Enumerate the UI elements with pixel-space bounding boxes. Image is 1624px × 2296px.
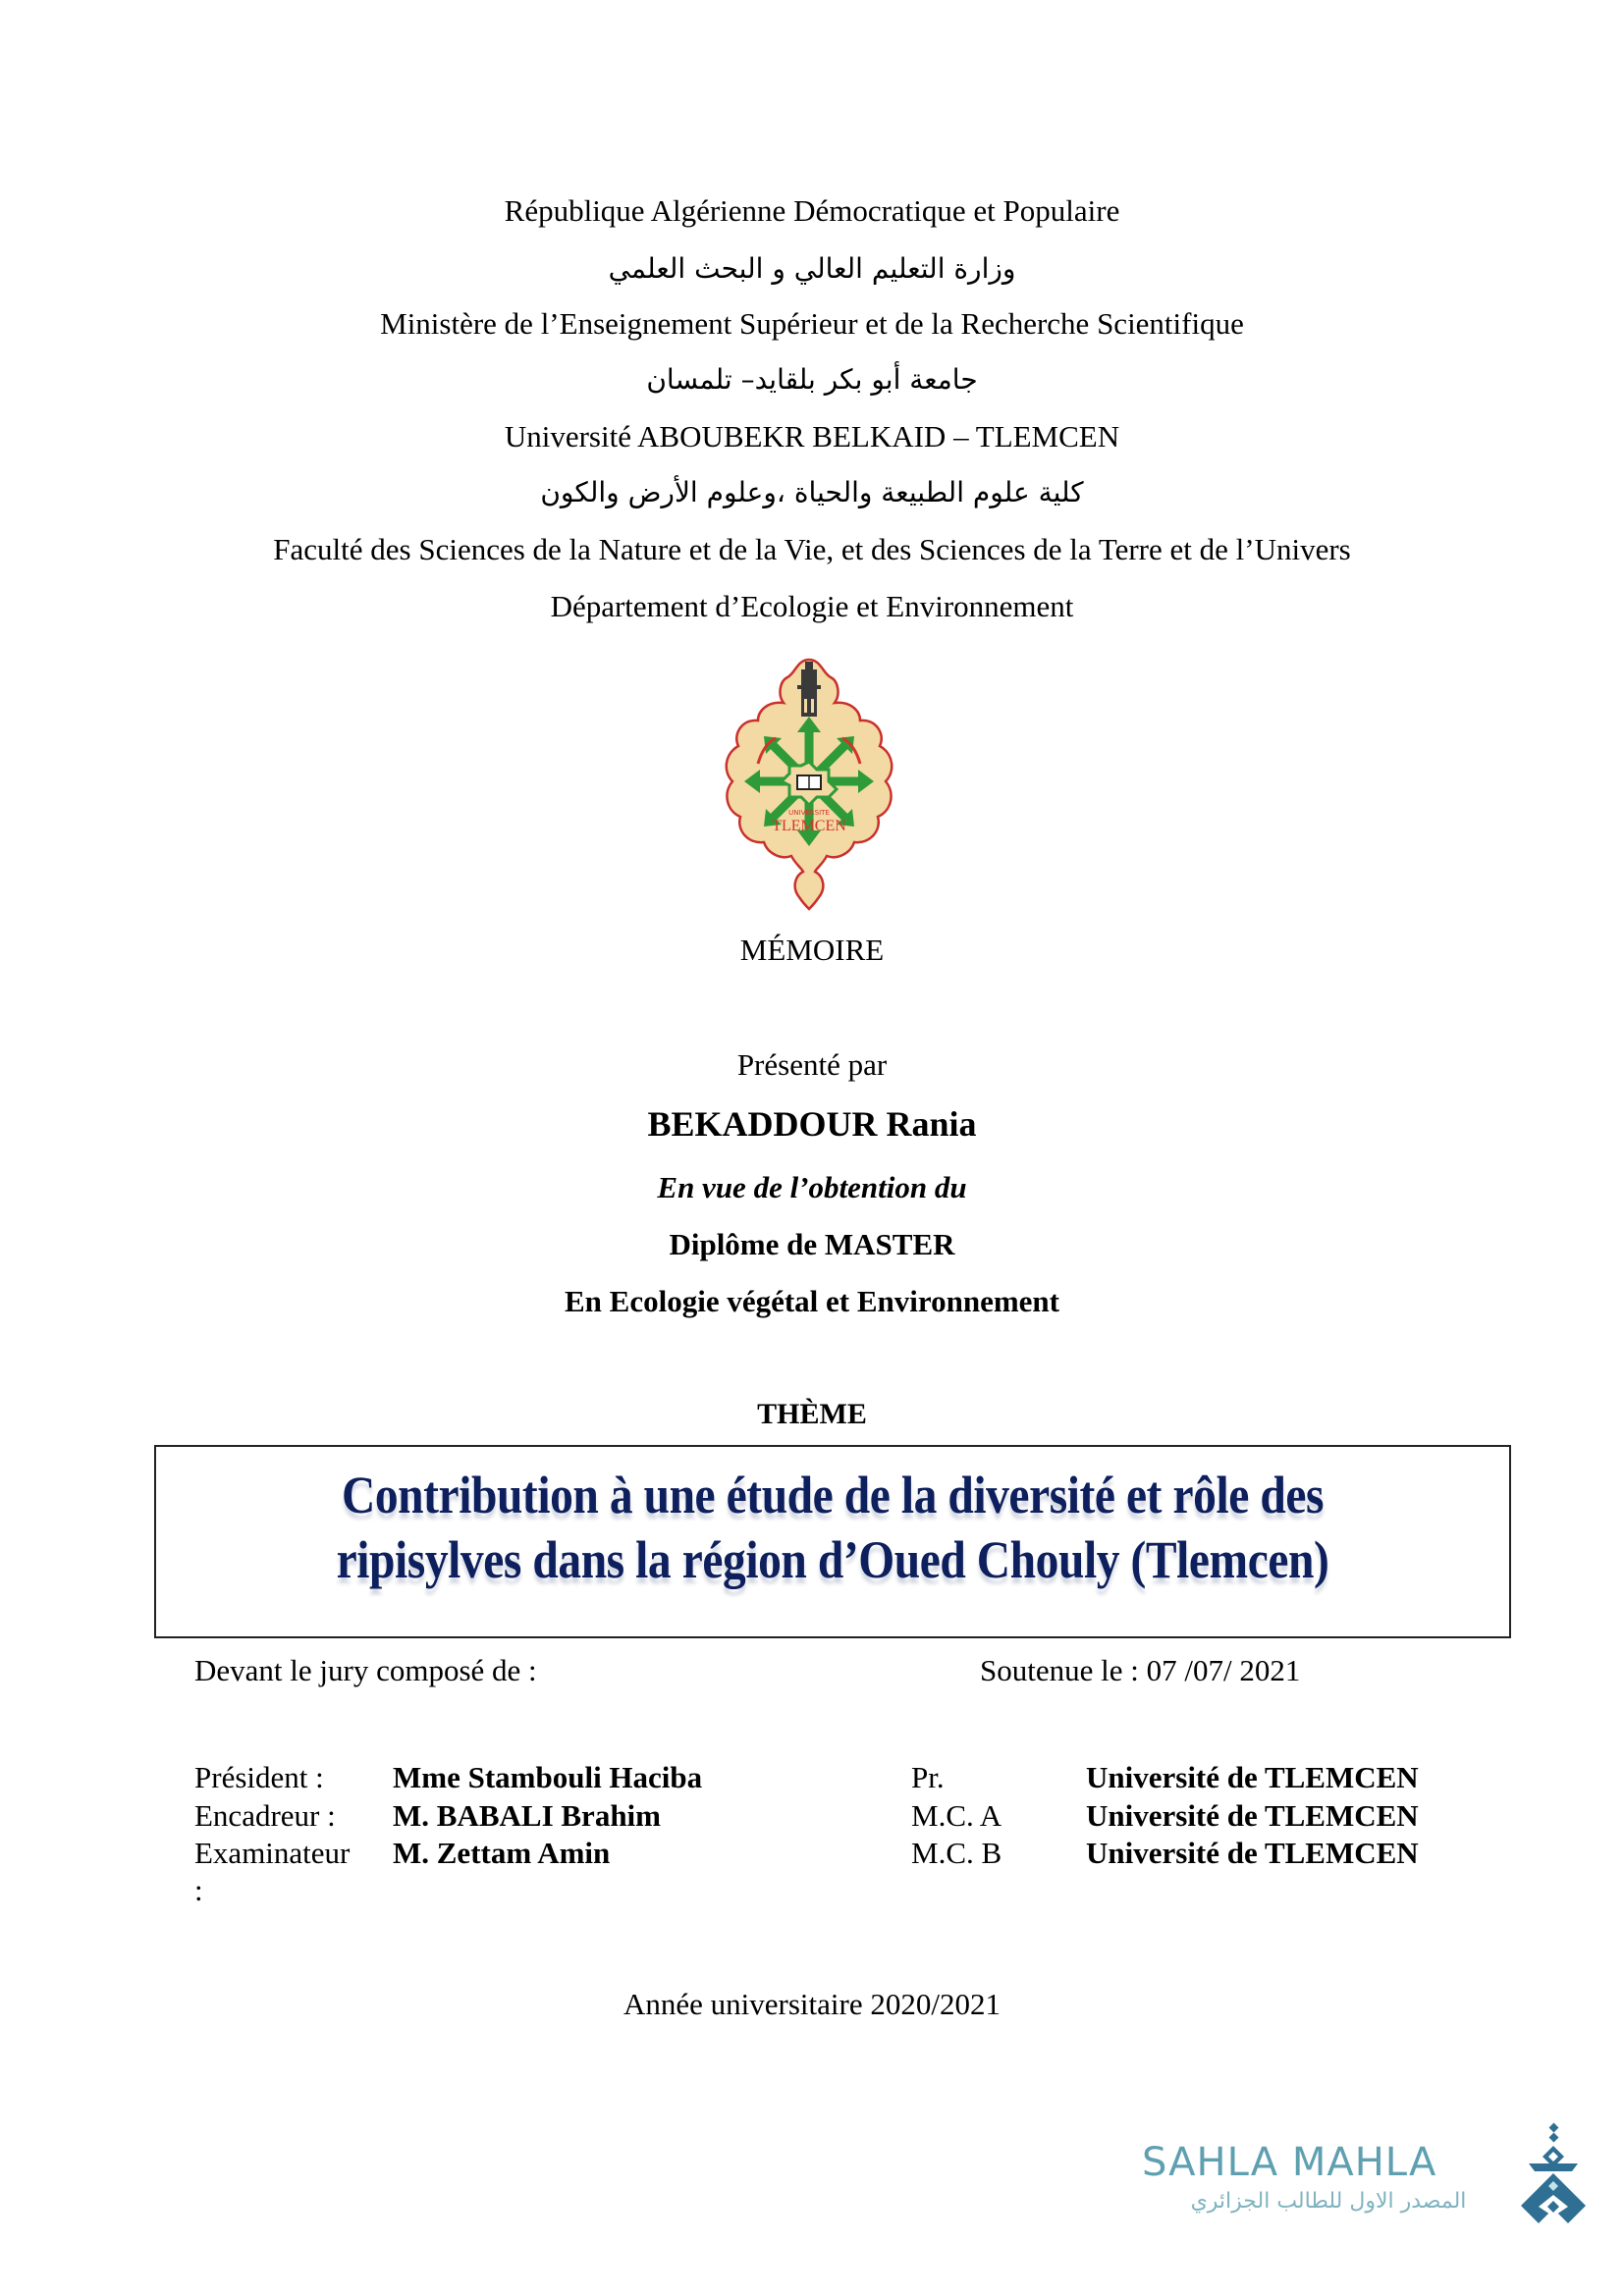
university-emblem-icon [719, 656, 900, 911]
sahla-mahla-logo-icon [1515, 2122, 1594, 2240]
watermark-brand: SAHLA MAHLA [1142, 2140, 1437, 2185]
jury-institution: Université de TLEMCEN [1086, 1798, 1419, 1833]
document-type: MÉMOIRE [739, 933, 885, 967]
ministry-arabic-line: وزارة التعليم العالي و البحث العلمي [608, 252, 1016, 285]
jury-member-row [0, 1760, 1624, 1799]
jury-member-row [0, 1798, 1624, 1838]
jury-institution: Université de TLEMCEN [1086, 1760, 1419, 1794]
diploma-line: Diplôme de MASTER [669, 1227, 955, 1261]
jury-institution: Université de TLEMCEN [1086, 1836, 1419, 1870]
jury-role: Examinateur [194, 1836, 351, 1870]
jury-name: Mme Stambouli Haciba [393, 1760, 703, 1794]
svg-text:UNIVERSITE: UNIVERSITE [788, 809, 830, 817]
jury-name: M. Zettam Amin [393, 1836, 611, 1870]
presented-by-label: Présenté par [736, 1047, 888, 1082]
sahla-mahla-watermark [1134, 2140, 1615, 2258]
theme-label: THÈME [757, 1398, 867, 1430]
jury-role: Président : [194, 1760, 324, 1794]
jury-role: Encadreur : [194, 1798, 336, 1833]
jury-member-row [0, 1836, 1624, 1907]
university-french-line: Université ABOUBEKR BELKAID – TLEMCEN [504, 419, 1120, 454]
watermark-tagline: المصدر الاول للطالب الجزائري [1190, 2189, 1467, 2214]
jury-grade: Pr. [911, 1760, 945, 1794]
jury-intro: Devant le jury composé de : [194, 1653, 537, 1687]
jury-name: M. BABALI Brahim [393, 1798, 661, 1833]
jury-role-colon: : [194, 1873, 203, 1907]
department-line: Département d’Ecologie et Environnement [550, 589, 1074, 623]
faculty-arabic-line: كلية علوم الطبيعة والحياة ،وعلوم الأرض والكون [540, 476, 1084, 508]
ministry-french-line: Ministère de l’Enseignement Supérieur et de la Recherche Scientifique [380, 306, 1244, 341]
defense-date: Soutenue le : 07 /07/ 2021 [980, 1653, 1301, 1687]
purpose-line: En vue de l’obtention du [657, 1170, 967, 1204]
specialty-line: En Ecologie végétal et Environnement [565, 1284, 1059, 1318]
theme-title-line-2: ripisylves dans la région d’Oued Chouly (Tlemcen) [336, 1530, 1329, 1589]
svg-text:TLEMCEN: TLEMCEN [772, 818, 846, 834]
university-arabic-line: جامعة أبو بكر بلقايد– تلمسان [646, 363, 978, 396]
author-name: BEKADDOUR Rania [647, 1104, 977, 1144]
jury-grade: M.C. B [911, 1836, 1002, 1870]
theme-title-line-1: Contribution à une étude de la diversité et rôle des [341, 1466, 1325, 1524]
jury-grade: M.C. A [911, 1798, 1002, 1833]
faculty-french-line: Faculté des Sciences de la Nature et de la Vie, et des Sciences de la Terre et de l’Univers [273, 532, 1351, 566]
theme-title-box [154, 1445, 1511, 1638]
republic-line: République Algérienne Démocratique et Populaire [504, 193, 1120, 228]
academic-year: Année universitaire 2020/2021 [623, 1987, 1001, 2021]
